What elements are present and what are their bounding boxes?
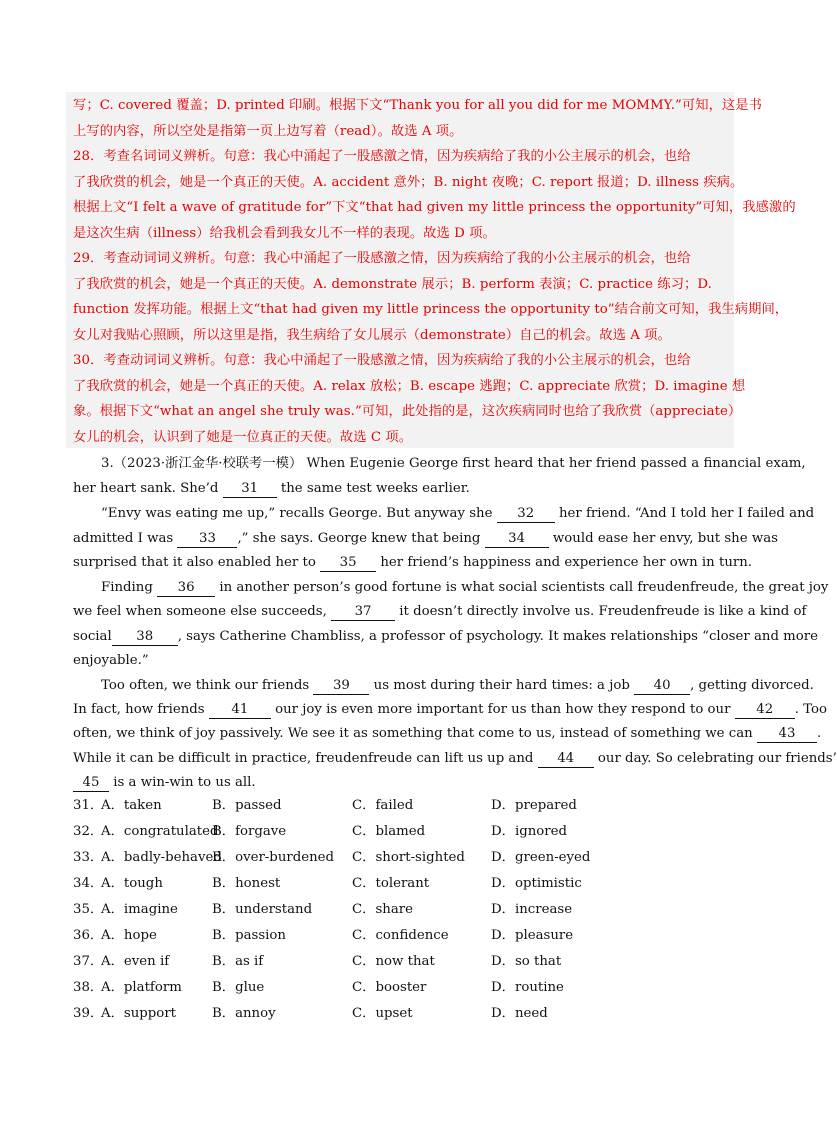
option-b[interactable]: B．understand xyxy=(212,902,313,917)
option-d[interactable]: D．routine xyxy=(491,980,564,995)
option-d[interactable]: D．green-eyed xyxy=(491,850,591,865)
explanation-line: 是这次生病（illness）给我机会看到我女儿不一样的表现。故选 D 项。 xyxy=(73,225,496,241)
explanation-line: 了我欣赏的机会，她是一个真正的天使。A. accident 意外；B. night 夜晚；C. report 报道；D. illness 疾病。 xyxy=(73,174,744,190)
option-a[interactable]: A．even if xyxy=(101,954,170,969)
question-number: 38． xyxy=(73,980,104,995)
question-number: 35． xyxy=(73,902,104,917)
option-c[interactable]: C．short-sighted xyxy=(352,850,465,865)
explanation-line: 根据上文“I felt a wave of gratitude for”下文“that had given my little princess the opportunity”可知，我感激的 xyxy=(73,200,796,215)
option-a[interactable]: A．hope xyxy=(101,928,157,943)
passage-line: In fact, how friends 41 our joy is even more important for us than how they respond to our 42 . Too xyxy=(73,702,828,717)
question-number: 32． xyxy=(73,824,104,839)
option-c[interactable]: C．failed xyxy=(352,798,414,813)
option-d[interactable]: D．increase xyxy=(491,902,573,917)
passage-line: enjoyable.” xyxy=(73,653,149,668)
blank-44[interactable]: 44 xyxy=(538,751,594,768)
option-a[interactable]: A．congratulated xyxy=(101,824,219,839)
option-d[interactable]: D．pleasure xyxy=(491,928,574,943)
blank-37[interactable]: 37 xyxy=(331,604,395,621)
option-c[interactable]: C．booster xyxy=(352,980,427,995)
blank-39[interactable]: 39 xyxy=(313,678,369,695)
option-a[interactable]: A．platform xyxy=(101,980,182,995)
blank-34[interactable]: 34 xyxy=(485,531,549,548)
question-number: 39． xyxy=(73,1006,104,1021)
explanation-line: 象。根据下文“what an angel she truly was.”可知，此处指的是，这次疾病同时也给了我欣赏（appreciate） xyxy=(73,404,742,419)
question-number: 33． xyxy=(73,850,104,865)
passage-paragraph-4: Too often, we think our friends 39 us most during their hard times: a job 40 , getting divorced. xyxy=(101,678,814,693)
explanation-28: 28．考查名词词义辨析。句意：我心中涌起了一股感激之情，因为疾病给了我的小公主展示的机会，也给 xyxy=(73,149,691,164)
explanation-29: 29．考查动词词义辨析。句意：我心中涌起了一股感激之情，因为疾病给了我的小公主展示的机会，也给 xyxy=(73,251,691,266)
passage-line: social 38 , says Catherine Chambliss, a professor of psychology. It makes relationships “closer and more xyxy=(73,629,819,644)
option-b[interactable]: B．passion xyxy=(212,928,286,943)
option-b[interactable]: B．glue xyxy=(212,980,265,995)
question-number: 37． xyxy=(73,954,104,969)
explanation-line: 女儿的机会，认识到了她是一位真正的天使。故选 C 项。 xyxy=(73,429,413,445)
passage-paragraph-2: “Envy was eating me up,” recalls George. But anyway she 32 her friend. “And I told her I failed and xyxy=(101,506,815,521)
option-d[interactable]: D．so that xyxy=(491,954,562,969)
blank-38[interactable]: 38 xyxy=(112,629,178,646)
question-number: 34． xyxy=(73,876,104,891)
option-d[interactable]: D．ignored xyxy=(491,824,568,839)
blank-31[interactable]: 31 xyxy=(223,481,277,498)
blank-45[interactable]: 45 xyxy=(73,775,109,792)
question-number: 31． xyxy=(73,798,104,813)
option-c[interactable]: C．tolerant xyxy=(352,876,430,891)
explanation-line: function 发挥功能。根据上文“that had given my little princess the opportunity to”结合前文可知，我生病期间， xyxy=(73,302,789,317)
option-b[interactable]: B．honest xyxy=(212,876,281,891)
option-d[interactable]: D．need xyxy=(491,1006,548,1021)
passage-paragraph-3: Finding 36 in another person’s good fortune is what social scientists call freudenfreude, the great joy xyxy=(101,580,829,595)
passage-line: admitted I was 33 ,” she says. George knew that being 34 would ease her envy, but she was xyxy=(73,531,778,546)
question-number: 36． xyxy=(73,928,104,943)
option-b[interactable]: B．over-burdened xyxy=(212,850,335,865)
option-c[interactable]: C．now that xyxy=(352,954,435,969)
blank-36[interactable]: 36 xyxy=(157,580,215,597)
blank-35[interactable]: 35 xyxy=(320,555,376,572)
passage-line: her heart sank. She’d 31 the same test weeks earlier. xyxy=(73,481,470,496)
blank-32[interactable]: 32 xyxy=(497,506,555,523)
option-a[interactable]: A．taken xyxy=(101,798,162,813)
option-c[interactable]: C．blamed xyxy=(352,824,426,839)
explanation-line: 女儿对我贴心照顾，所以这里是指，我生病给了女儿展示（demonstrate）自己的机会。故选 A 项。 xyxy=(73,327,671,343)
option-b[interactable]: B．annoy xyxy=(212,1006,276,1021)
option-a[interactable]: A．tough xyxy=(101,876,163,891)
option-d[interactable]: D．prepared xyxy=(491,798,577,813)
option-c[interactable]: C．upset xyxy=(352,1006,413,1021)
option-c[interactable]: C．share xyxy=(352,902,414,917)
option-b[interactable]: B．as if xyxy=(212,954,264,969)
explanation-line: 了我欣赏的机会，她是一个真正的天使。A. demonstrate 展示；B. perform 表演；C. practice 练习；D. xyxy=(73,276,712,292)
blank-40[interactable]: 40 xyxy=(634,678,690,695)
blank-41[interactable]: 41 xyxy=(209,702,271,719)
blank-42[interactable]: 42 xyxy=(735,702,795,719)
explanation-30: 30．考查动词词义辨析。句意：我心中涌起了一股感激之情，因为疾病给了我的小公主展示的机会，也给 xyxy=(73,353,691,368)
option-a[interactable]: A．imagine xyxy=(101,902,178,917)
option-a[interactable]: A．support xyxy=(101,1006,177,1021)
option-d[interactable]: D．optimistic xyxy=(491,876,582,891)
option-b[interactable]: B．passed xyxy=(212,798,282,813)
blank-43[interactable]: 43 xyxy=(757,726,817,743)
passage-line: 45 is a win-win to us all. xyxy=(73,771,733,796)
passage-line: often, we think of joy passively. We see it as something that come to us, instead of something we can 43 . xyxy=(73,726,822,741)
option-b[interactable]: B．forgave xyxy=(212,824,287,839)
option-c[interactable]: C．confidence xyxy=(352,928,449,943)
passage-line: we feel when someone else succeeds, 37 it doesn’t directly involve us. Freudenfreude is like a kind of xyxy=(73,604,807,619)
question-source: 3.（2023·浙江金华·校联考一模） xyxy=(101,456,303,471)
passage-line: While it can be difficult in practice, freudenfreude can lift us up and 44 our day. So celebrating our friends’ xyxy=(73,751,837,766)
blank-33[interactable]: 33 xyxy=(177,531,237,548)
passage-paragraph-1: 3.（2023·浙江金华·校联考一模） When Eugenie George first heard that her friend passed a financial exam, xyxy=(101,456,806,471)
explanation-line: 写；C. covered 覆盖；D. printed 印刷。根据下文“Thank you for all you did for me MOMMY.”可知，这是书 xyxy=(73,98,762,113)
explanation-line: 上写的内容，所以空处是指第一页上边写着（read）。故选 A 项。 xyxy=(73,123,463,139)
explanation-line: 了我欣赏的机会，她是一个真正的天使。A. relax 放松；B. escape 逃跑；C. appreciate 欣赏；D. imagine 想 xyxy=(73,378,746,394)
passage-line: surprised that it also enabled her to 35 her friend’s happiness and experience her own in turn. xyxy=(73,555,753,570)
option-a[interactable]: A．badly-behaved xyxy=(101,850,222,865)
